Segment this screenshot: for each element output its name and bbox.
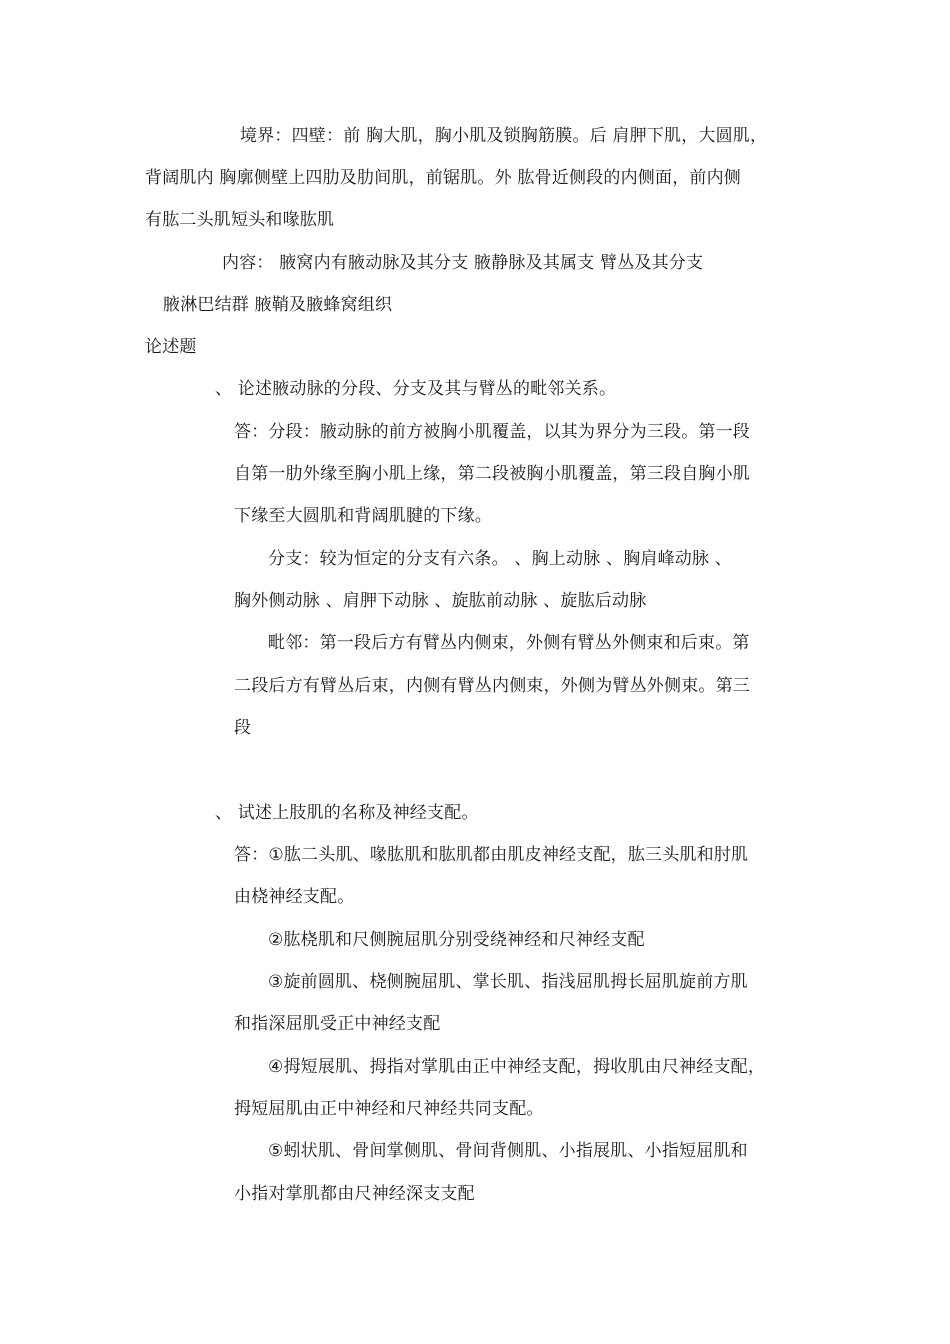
contents-line-1: 内容： 腋窝内有腋动脉及其分支 腋静脉及其属支 臂丛及其分支: [222, 253, 704, 273]
section-heading: 论述题: [145, 337, 197, 357]
q2-answer-1-line-1: 答：①肱二头肌、喙肱肌和肱肌都由肌皮神经支配，肱三头肌和肘肌: [234, 845, 749, 865]
q1-adjacency-line-1: 毗邻：第一段后方有臂丛内侧束，外侧有臂丛外侧束和后束。第: [268, 633, 750, 653]
q2-answer-1-line-2: 由桡神经支配。: [234, 887, 355, 907]
q2-answer-2-line-1: ②肱桡肌和尺侧腕屈肌分别受绕神经和尺神经支配: [268, 930, 645, 950]
q1-answer-line-2: 自第一肋外缘至胸小肌上缘，第二段被胸小肌覆盖，第三段自胸小肌: [234, 464, 750, 484]
boundary-line-3: 有肱二头肌短头和喙肱肌: [145, 210, 335, 230]
q1-answer-line-1: 答：分段：腋动脉的前方被胸小肌覆盖，以其为界分为三段。第一段: [234, 422, 750, 442]
q2-answer-3-line-1: ③旋前圆肌、桡侧腕屈肌、掌长肌、指浅屈肌拇长屈肌旋前方肌: [268, 972, 748, 992]
q1-title: 、 论述腋动脉的分段、分支及其与臂丛的毗邻关系。: [215, 379, 617, 399]
q1-answer-line-3: 下缘至大圆肌和背阔肌腱的下缘。: [234, 506, 492, 526]
q2-answer-3-line-2: 和指深屈肌受正中神经支配: [234, 1014, 441, 1034]
q2-answer-4-line-1: ④拇短展肌、拇指对掌肌由正中神经支配，拇收肌由尺神经支配，: [268, 1057, 766, 1077]
q1-adjacency-line-2: 二段后方有臂丛后束，内侧有臂丛内侧束，外侧为臂丛外侧束。第三: [234, 676, 750, 696]
q1-branches-line-2: 胸外侧动脉 、肩胛下动脉 、旋肱前动脉 、旋肱后动脉: [234, 591, 647, 611]
q2-title: 、 试述上肢肌的名称及神经支配。: [215, 803, 479, 823]
boundary-line-1: 境界：四壁：前 胸大肌，胸小肌及锁胸筋膜。后 肩胛下肌，大圆肌，: [240, 126, 768, 146]
q2-answer-5-line-2: 小指对掌肌都由尺神经深支支配: [234, 1184, 475, 1204]
contents-line-2: 腋淋巴结群 腋鞘及腋蜂窝组织: [163, 295, 393, 315]
boundary-line-2: 背阔肌内 胸廓侧壁上四肋及肋间肌，前锯肌。外 肱骨近侧段的内侧面，前内侧: [145, 168, 742, 188]
q1-adjacency-line-3: 段: [234, 718, 252, 738]
q2-answer-5-line-1: ⑤蚓状肌、骨间掌侧肌、骨间背侧肌、小指展肌、小指短屈肌和: [268, 1141, 748, 1161]
q2-answer-4-line-2: 拇短屈肌由正中神经和尺神经共同支配。: [234, 1099, 544, 1119]
q1-branches-line-1: 分支：较为恒定的分支有六条。 、胸上动脉 、胸肩峰动脉 、: [268, 549, 733, 569]
